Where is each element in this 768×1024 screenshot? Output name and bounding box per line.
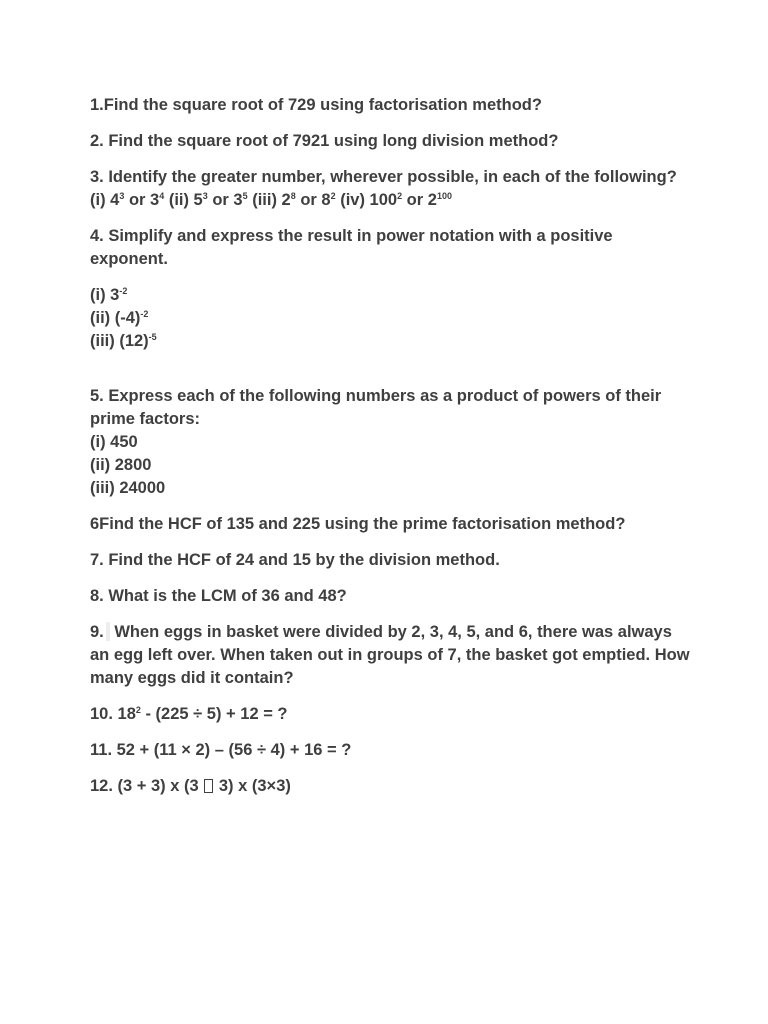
question-1	[90, 94, 690, 117]
q3-part-2-pre: (ii) 5	[164, 191, 203, 209]
question-3	[90, 166, 690, 212]
q4-item-2	[90, 307, 690, 330]
q3-part-4-mid: or 2	[402, 191, 437, 209]
question-4	[90, 225, 690, 353]
q3-part-3-exp1: 8	[290, 191, 296, 201]
q3-part-1-mid: or 3	[124, 191, 160, 209]
question-7-text: 7. Find the HCF of 24 and 15 by the division method.	[90, 551, 500, 569]
question-6	[90, 513, 690, 536]
question-1-text: 1.Find the square root of 729 using factorisation method?	[90, 96, 542, 114]
q4-item-1-base: (i) 3	[90, 286, 120, 304]
question-2-text: 2. Find the square root of 7921 using long division method?	[90, 132, 559, 150]
question-4-items	[90, 284, 690, 353]
q3-part-3-pre: (iii) 2	[247, 191, 291, 209]
question-12	[90, 775, 690, 798]
q3-part-2-exp2: 5	[242, 191, 248, 201]
q3-part-2-exp1: 3	[202, 191, 208, 201]
q5-item-1: (i) 450	[90, 433, 138, 451]
q4-item-1-exp: -2	[119, 286, 128, 296]
q3-part-2-mid: or 3	[207, 191, 243, 209]
q3-part-3-mid: or 8	[295, 191, 331, 209]
question-11	[90, 739, 690, 762]
question-12-pre: 12. (3 + 3) x (3	[90, 777, 204, 795]
q5-item-2: (ii) 2800	[90, 456, 152, 474]
question-9	[90, 621, 690, 690]
q3-part-1-exp2: 4	[159, 191, 165, 201]
question-10	[90, 703, 690, 726]
question-2	[90, 130, 690, 153]
worksheet	[90, 94, 690, 811]
question-4-text: 4. Simplify and express the result in power notation with a positive exponent.	[90, 227, 613, 268]
question-8	[90, 585, 690, 608]
question-3-parts	[90, 189, 690, 212]
q3-part-3-exp2: 2	[330, 191, 336, 201]
q3-part-4-exp2: 100	[436, 191, 452, 201]
q3-part-4-pre: (iv) 100	[335, 191, 398, 209]
question-10-exp: 2	[135, 705, 141, 715]
q4-item-2-exp: -2	[140, 309, 149, 319]
question-9-text: When eggs in basket were divided by 2, 3, 4, 5, and 6, there was always an egg left over. When taken out in groups of 7, the basket got emptied. How many eggs did it contain?	[90, 623, 690, 687]
question-9-number: 9.	[90, 623, 104, 641]
question-5	[90, 385, 690, 500]
q4-item-3-base: (iii) (12)	[90, 332, 149, 350]
question-10-post: - (225 ÷ 5) + 12 = ?	[140, 705, 288, 723]
q4-item-2-base: (ii) (-4)	[90, 309, 141, 327]
q3-part-1-pre: (i) 4	[90, 191, 120, 209]
missing-glyph-box-icon	[204, 779, 213, 793]
question-6-text: 6Find the HCF of 135 and 225 using the prime factorisation method?	[90, 515, 626, 533]
q4-item-3	[90, 330, 690, 353]
question-10-pre: 10. 18	[90, 705, 136, 723]
question-8-text: 8. What is the LCM of 36 and 48?	[90, 587, 347, 605]
question-11-text: 11. 52 + (11 × 2) – (56 ÷ 4) + 16 = ?	[90, 741, 352, 759]
question-5-text: 5. Express each of the following numbers as a product of powers of their prime factors:	[90, 387, 662, 428]
question-7	[90, 549, 690, 572]
question-3-text: 3. Identify the greater number, wherever possible, in each of the following?	[90, 168, 677, 186]
q4-item-3-exp: -5	[148, 332, 157, 342]
q3-part-1-exp1: 3	[119, 191, 125, 201]
q5-item-3: (iii) 24000	[90, 479, 166, 497]
q3-part-4-exp1: 2	[397, 191, 403, 201]
question-12-post: 3) x (3×3)	[214, 777, 291, 795]
q4-item-1	[90, 284, 690, 307]
